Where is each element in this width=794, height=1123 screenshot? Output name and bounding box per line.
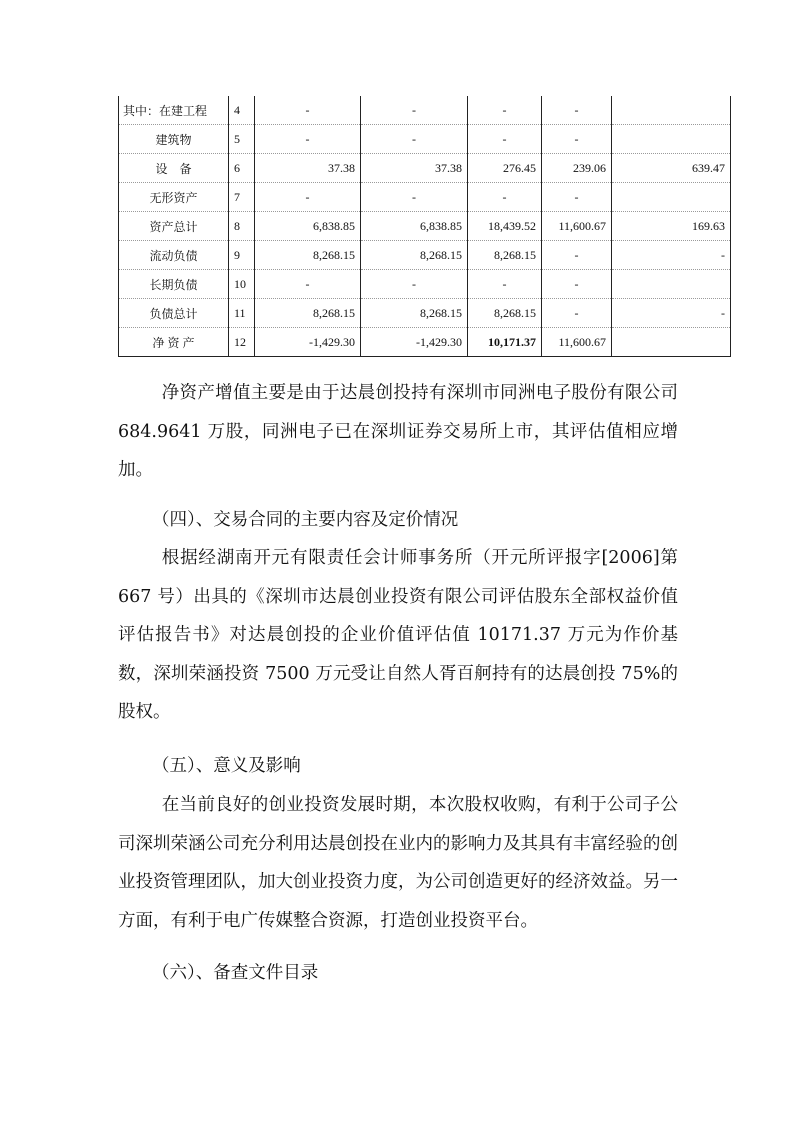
increment-cell: - xyxy=(542,96,612,125)
row-number: 4 xyxy=(229,96,255,125)
section-heading-contract: （四）、交易合同的主要内容及定价情况 xyxy=(152,510,459,530)
rate-cell xyxy=(612,96,731,125)
book-value-cell: - xyxy=(255,96,361,125)
rate-cell: 169.63 xyxy=(612,212,731,241)
section-heading-reference-docs: （六）、备查文件目录 xyxy=(152,963,319,983)
increment-cell: - xyxy=(542,270,612,299)
book-value-cell: - xyxy=(255,270,361,299)
significance-paragraph: 在当前良好的创业投资发展时期，本次股权收购，有利于公司子公司深圳荣涵公司充分利用达晨创投在业内的影响力及其具有丰富经验的创业投资管理团队，加大创业投资力度，为公司创造更好的经济效益。另一方面，有利于电广传媒整合资源，打造创业投资平台。 xyxy=(118,795,678,931)
asset-valuation-table-wrap xyxy=(118,96,725,357)
table-row xyxy=(119,154,731,183)
book-value-cell: 37.38 xyxy=(255,154,361,183)
pricing-basis-paragraph: 根据经湖南开元有限责任会计师事务所（开元所评报字[2006]第 667 号）出具的《深圳市达晨创业投资有限公司评估股东全部权益价值评估报告书》对达晨创投的企业价值评估值 10171.37 万元为作价基数，深圳荣涵投资 7500 万元受让自然人胥百舸持有的达晨创投 75%的股权。 xyxy=(118,548,678,722)
book-value-cell: 8,268.15 xyxy=(255,241,361,270)
row-label: 长期负债 xyxy=(119,270,229,299)
adjusted-value-cell: 8,268.15 xyxy=(361,241,468,270)
rate-cell xyxy=(612,328,731,357)
table-row xyxy=(119,96,731,125)
net-asset-appreciation-paragraph: 净资产增值主要是由于达晨创投持有深圳市同洲电子股份有限公司 684.9641 万股，同洲电子已在深圳证券交易所上市，其评估值相应增加。 xyxy=(118,383,678,480)
increment-cell: - xyxy=(542,241,612,270)
row-label: 其中：在建工程 xyxy=(119,96,229,125)
adjusted-value-cell: 37.38 xyxy=(361,154,468,183)
book-value-cell: -1,429.30 xyxy=(255,328,361,357)
rate-cell xyxy=(612,125,731,154)
row-number: 9 xyxy=(229,241,255,270)
adjusted-value-cell: - xyxy=(361,270,468,299)
adjusted-value-cell: -1,429.30 xyxy=(361,328,468,357)
row-number: 11 xyxy=(229,299,255,328)
rate-cell: - xyxy=(612,299,731,328)
adjusted-value-cell: - xyxy=(361,96,468,125)
rate-cell: - xyxy=(612,241,731,270)
table-row xyxy=(119,299,731,328)
row-label: 负债总计 xyxy=(119,299,229,328)
increment-cell: 239.06 xyxy=(542,154,612,183)
book-value-cell: - xyxy=(255,183,361,212)
assessed-value-cell: - xyxy=(468,270,542,299)
increment-cell: 11,600.67 xyxy=(542,328,612,357)
assessed-value-cell: 276.45 xyxy=(468,154,542,183)
assessed-value-cell: - xyxy=(468,183,542,212)
row-label: 建筑物 xyxy=(119,125,229,154)
adjusted-value-cell: 8,268.15 xyxy=(361,299,468,328)
section-heading-significance: （五）、意义及影响 xyxy=(152,756,301,776)
row-number: 12 xyxy=(229,328,255,357)
row-label: 净 资 产 xyxy=(119,328,229,357)
rate-cell: 639.47 xyxy=(612,154,731,183)
table-row xyxy=(119,125,731,154)
adjusted-value-cell: - xyxy=(361,125,468,154)
assessed-value-cell: 8,268.15 xyxy=(468,299,542,328)
increment-cell: - xyxy=(542,183,612,212)
table-row xyxy=(119,270,731,299)
row-number: 6 xyxy=(229,154,255,183)
row-number: 5 xyxy=(229,125,255,154)
rate-cell xyxy=(612,183,731,212)
rate-cell xyxy=(612,270,731,299)
row-label: 无形资产 xyxy=(119,183,229,212)
table-row xyxy=(119,183,731,212)
assessed-value-cell: 18,439.52 xyxy=(468,212,542,241)
book-value-cell: 6,838.85 xyxy=(255,212,361,241)
increment-cell: - xyxy=(542,299,612,328)
assessed-value-cell: - xyxy=(468,125,542,154)
table-row xyxy=(119,241,731,270)
increment-cell: 11,600.67 xyxy=(542,212,612,241)
table-row xyxy=(119,212,731,241)
assessed-value-cell: 10,171.37 xyxy=(468,328,542,357)
adjusted-value-cell: - xyxy=(361,183,468,212)
assessed-value-cell: 8,268.15 xyxy=(468,241,542,270)
adjusted-value-cell: 6,838.85 xyxy=(361,212,468,241)
row-label: 设 备 xyxy=(119,154,229,183)
asset-valuation-table xyxy=(118,96,731,357)
row-number: 10 xyxy=(229,270,255,299)
table-row xyxy=(119,328,731,357)
row-number: 7 xyxy=(229,183,255,212)
increment-cell: - xyxy=(542,125,612,154)
row-label: 流动负债 xyxy=(119,241,229,270)
book-value-cell: - xyxy=(255,125,361,154)
row-number: 8 xyxy=(229,212,255,241)
book-value-cell: 8,268.15 xyxy=(255,299,361,328)
assessed-value-cell: - xyxy=(468,96,542,125)
row-label: 资产总计 xyxy=(119,212,229,241)
